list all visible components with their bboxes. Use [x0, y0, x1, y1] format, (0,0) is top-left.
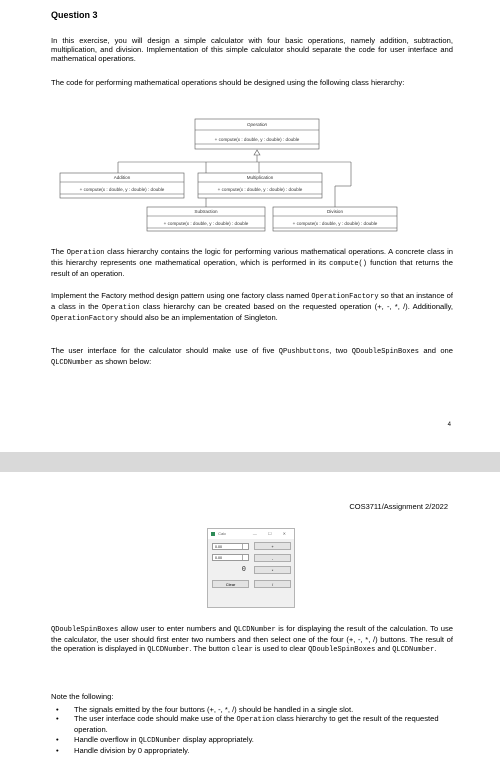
notes-list — [56, 705, 456, 755]
spin-arrows-icon[interactable] — [242, 555, 248, 560]
class-hierarchy-diagram — [0, 0, 500, 240]
multiply-button[interactable]: * — [254, 566, 291, 574]
intro-paragraph: In this exercise, you will design a simple calculator with four basic operations, namely addition, subtraction, multiplication, and division. Implementation of this simple calculator should separate the code for user interface and mathematical operations. — [51, 36, 453, 64]
spinbox-1[interactable]: 0.00 — [212, 543, 249, 550]
uml-subtraction-method: + compute(x : double, y : double) : double — [163, 221, 249, 226]
calc-window-buttons: — ☐ ✕ — [252, 531, 291, 536]
calc-titlebar — [208, 529, 294, 539]
ui-requirements-paragraph: The user interface for the calculator should make use of five QPushbuttons, two QDoubleSpinBoxes and one QLCDNumber as shown below: — [51, 346, 453, 368]
list-item: • Handle division by 0 appropriately. — [56, 746, 456, 755]
spinbox-2[interactable]: 0.00 — [212, 554, 249, 561]
uml-operation-method: + compute(x : double, y : double) : double — [214, 137, 300, 142]
usage-paragraph: QDoubleSpinBoxes allow user to enter numbers and QLCDNumber is for displaying the result of the calculation. To use the calculator, the user should first enter two numbers and then select one of the four (+, -, *, /) buttons. The result of the operation is displayed in QLCDNumber. The button clear is used to clear QDoubleSpinBoxes and QLCDNumber. — [51, 624, 453, 655]
uml-division-name: Division — [326, 209, 344, 214]
hierarchy-lead-paragraph: The code for performing mathematical operations should be designed using the following class hierarchy: — [51, 78, 405, 87]
list-item: • Handle overflow in QLCDNumber display appropriately. — [56, 735, 456, 746]
notes-lead: Note the following: — [51, 692, 114, 701]
subtract-button[interactable]: - — [254, 554, 291, 562]
list-item: • The user interface code should make use of the Operation class hierarchy to get the result of the requested operation. — [56, 714, 456, 734]
calc-title: Calc — [218, 531, 227, 536]
uml-operation-name: Operation — [246, 122, 268, 127]
factory-paragraph: Implement the Factory method design pattern using one factory class named OperationFactory so that an instance of a class in the Operation class hierarchy can be created based on the requested operation (+, -, *, /). Additionally, OperationFactory should also be an implementation of Singleton. — [51, 291, 453, 324]
uml-multiplication-name: Multiplication — [246, 175, 274, 180]
uml-class-addition — [60, 173, 184, 198]
page-separator — [0, 452, 500, 472]
operation-hierarchy-paragraph: The Operation class hierarchy contains the logic for performing various mathematical operations. A concrete class in this hierarchy represents one mathematical operation, which is performed in its compute() function that returns the result of an operation. — [51, 247, 453, 279]
uml-class-multiplication — [198, 173, 322, 198]
uml-division-method: + compute(x : double, y : double) : double — [292, 221, 378, 226]
list-item: • The signals emitted by the four buttons (+, -, *, /) should be handled in a single slot. — [56, 705, 456, 714]
question-heading: Question 3 — [51, 10, 98, 20]
page-number: 4 — [447, 422, 451, 428]
calc-app-icon — [211, 532, 215, 536]
lcd-number: 0 — [241, 565, 246, 573]
add-button[interactable]: + — [254, 542, 291, 550]
uml-addition-name: Addition — [113, 175, 131, 180]
divide-button[interactable]: / — [254, 580, 291, 588]
uml-addition-method: + compute(x : double, y : double) : double — [79, 187, 165, 192]
calculator-window-screenshot — [207, 528, 295, 608]
running-header: COS3711/Assignment 2/2022 — [349, 502, 448, 511]
spin-arrows-icon[interactable] — [242, 544, 248, 549]
uml-subtraction-name: Subtraction — [194, 209, 218, 214]
clear-button[interactable]: Clear — [212, 580, 249, 588]
uml-class-subtraction — [147, 207, 265, 231]
uml-class-division — [273, 207, 397, 231]
uml-class-operation — [195, 119, 319, 149]
uml-multiplication-method: + compute(x : double, y : double) : double — [217, 187, 303, 192]
page-2 — [0, 472, 500, 763]
